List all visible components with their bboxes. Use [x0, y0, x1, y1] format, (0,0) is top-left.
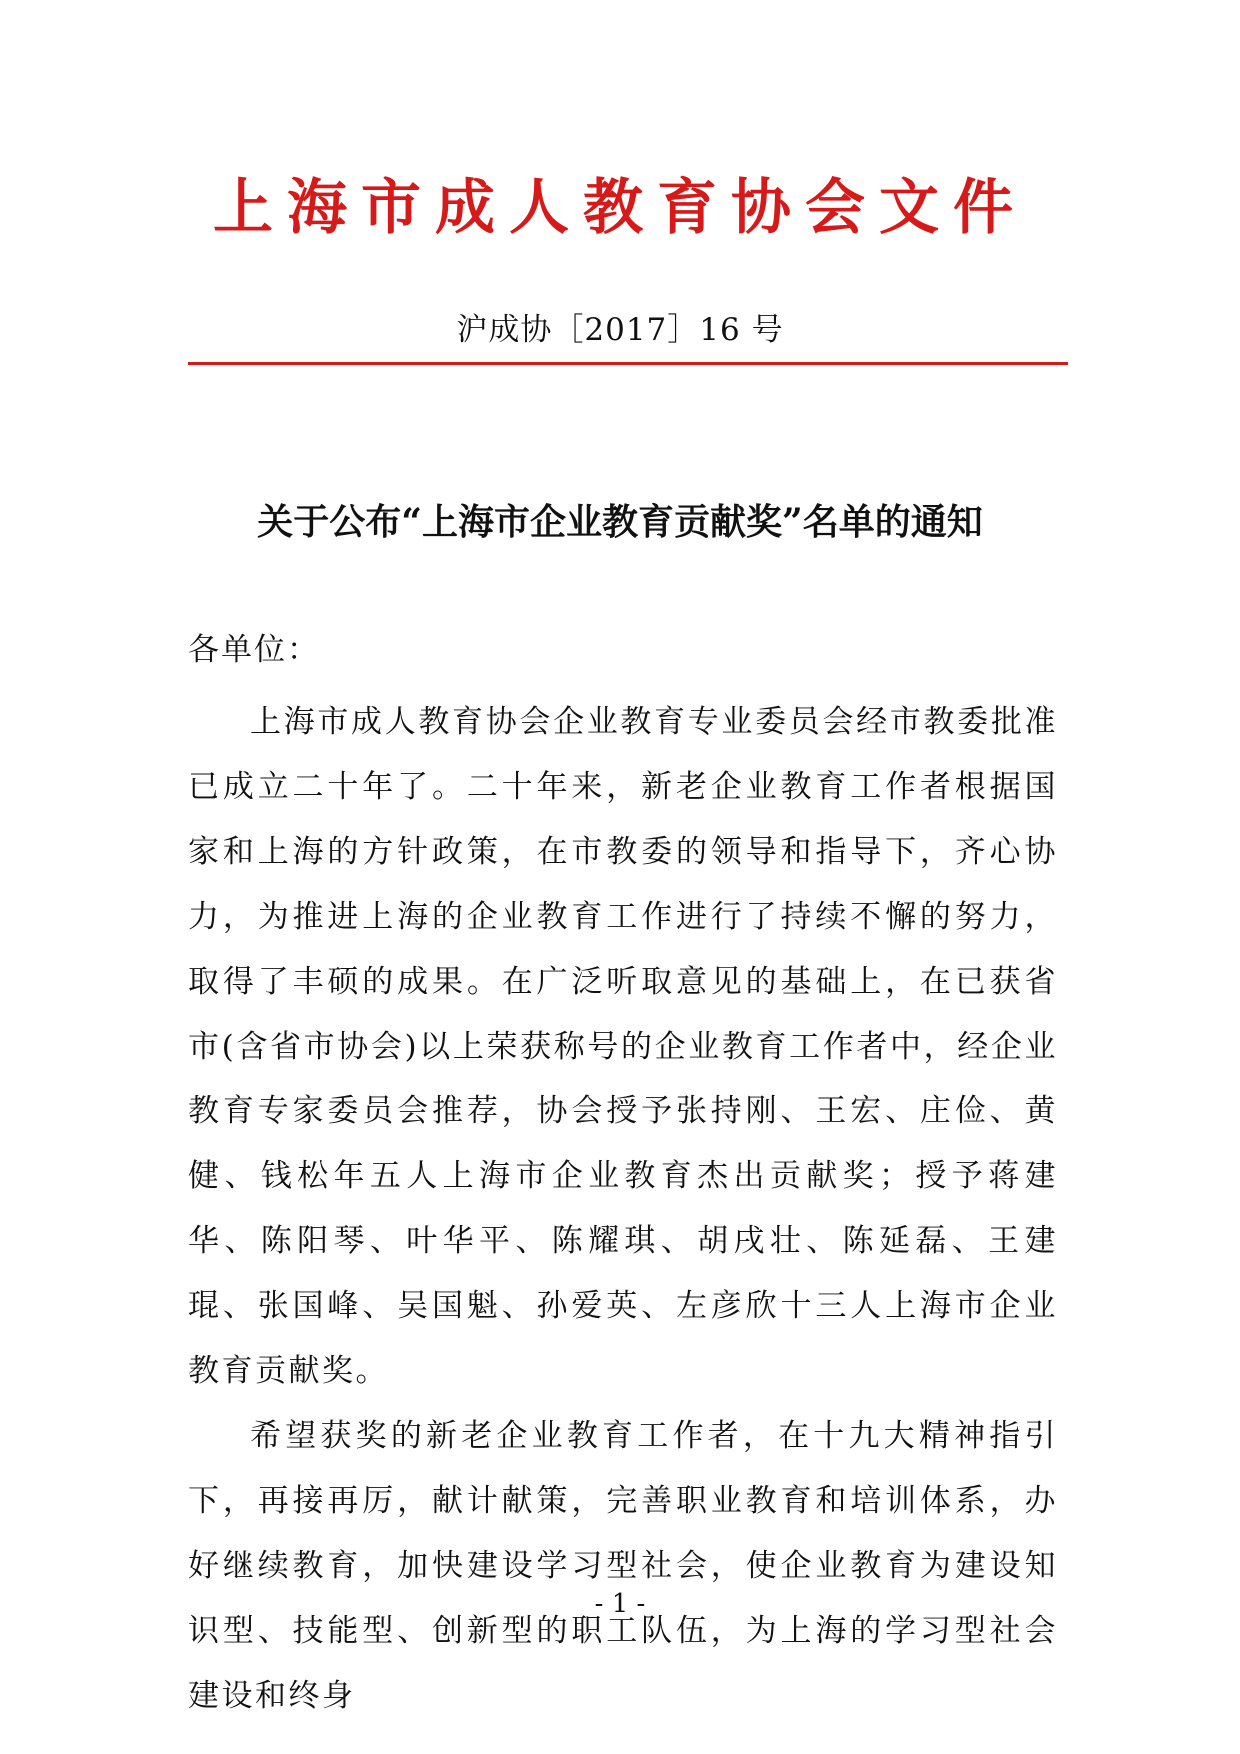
salutation: 各单位：	[188, 632, 320, 668]
header-title: 上海市成人教育协会文件	[213, 173, 1027, 243]
body-paragraph: 上海市成人教育协会企业教育专业委员会经市教委批准已成立二十年了。二十年来，新老企业教育工作者根据国家和上海的方针政策，在市教委的领导和指导下，齐心协力，为推进上海的企业教育工作进行了持续不懈的努力，取得了丰硕的成果。在广泛听取意见的基础上，在已获省市(含省市协会)以上荣获称号的企业教育工作者中，经企业教育专家委员会推荐，协会授予张持刚、王宏、庄俭、黄健、钱松年五人上海市企业教育杰出贡献奖；授予蒋建华、陈阳琴、叶华平、陈耀琪、胡戌壮、陈延磊、王建琨、张国峰、吴国魁、孙爱英、左彦欣十三人上海市企业教育贡献奖。	[188, 704, 1058, 1390]
header-divider	[188, 362, 1068, 365]
page-number: - 1 -	[594, 1589, 646, 1619]
notice-body	[188, 690, 1058, 1729]
document-number: 沪成协［2017］16 号	[456, 312, 784, 348]
notice-title: 关于公布“上海市企业教育贡献奖”名单的通知	[257, 501, 983, 543]
body-paragraph: 希望获奖的新老企业教育工作者，在十九大精神指引下，再接再厉，献计献策，完善职业教育和培训体系，办好继续教育，加快建设学习型社会，使企业教育为建设知识型、技能型、创新型的职工队伍，为上海的学习型社会建设和终身	[188, 1417, 1058, 1714]
